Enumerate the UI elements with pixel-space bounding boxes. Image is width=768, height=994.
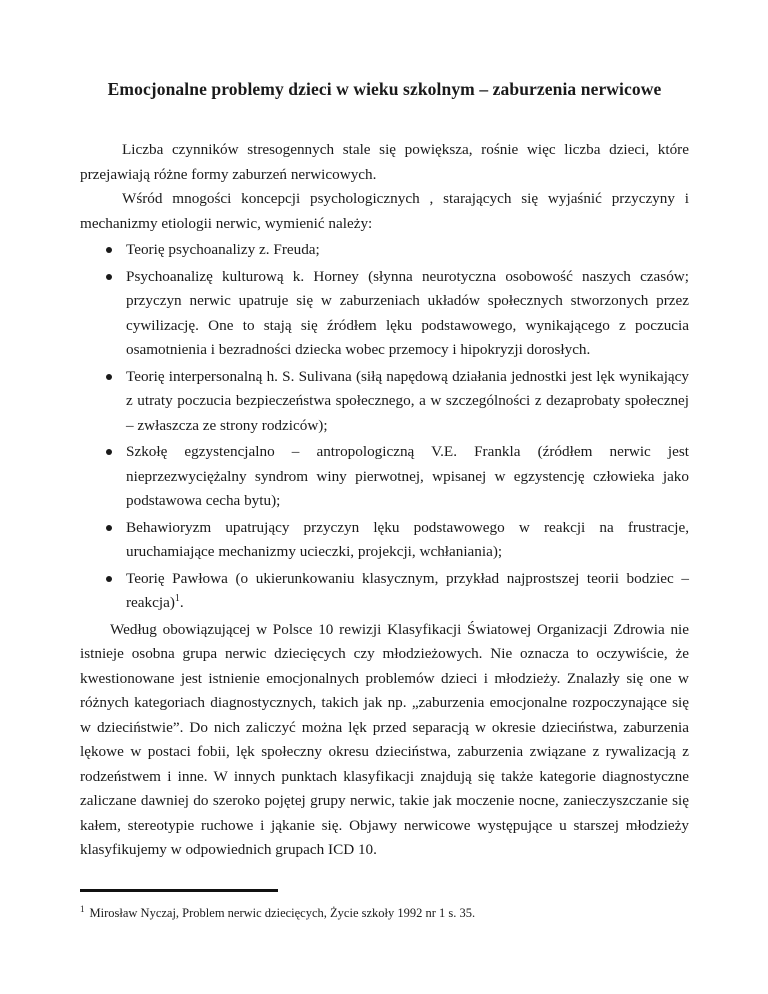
bullet-text: Teorię interpersonalną h. S. Sulivana (siłą napędową działania jednostki jest lęk wynikający z utraty poczucia bezpieczeństwa społecznego, a w szczególności z dezaprobaty społecznej – zwłaszcza ze strony rodziców); [126,367,689,434]
document-title: Emocjonalne problemy dzieci w wieku szkolnym – zaburzenia nerwicowe [107,79,662,99]
bullet-text: Teorię psychoanalizy z. Freuda; [126,241,320,258]
bullet-text-after: . [179,594,184,611]
bullet-text: Psychoanalizę kulturową k. Horney (słynna neurotyczna osobowość naszych czasów; przyczyn nerwic upatruje się w zaburzeniach układów społecznych stworzonych przez cywilizację. One to stają się źródłem lęku podstawowego, wynikającego z poczucia osamotnienia i bezradności dziecka wobec przemocy i hipokryzji dorosłych. [126,267,689,358]
paragraph-closing: Według obowiązującej w Polsce 10 rewizji Klasyfikacji Światowej Organizacji Zdrowia nie istnieje osobna grupa nerwic dziecięcych czy młodzieżowych. Nie oznacza to oczywiście, że kwestionowane jest istnienie emocjonalnych problemów dzieci i młodzieży. Znalazły się one w różnych kategoriach diagnostycznych, takich jak np. „zaburzenia emocjonalne rozpoczynające się w dzieciństwie”. Do nich zaliczyć można lęk przed separacją w okresie dzieciństwa, zaburzenia lękowe w postaci fobii, lęk społeczny okresu dzieciństwa, zaburzenia związane z rywalizacją z rodzeństwem i inne. W innych punktach klasyfikacji znajdują się także kategorie diagnostyczne zaliczane dawniej do szeroko pojętej grupy nerwic, takie jak moczenie nocne, zanieczyszczanie się kałem, stereotypie ruchowe i jąkanie się. Objawy nerwicowe występujące u starszej młodzieży klasyfikujemy w odpowiednich grupach ICD 10. [80,620,689,858]
footnote [80,901,689,922]
footnote-marker: 1 [80,903,85,914]
bullet-icon [106,525,112,531]
bullet-icon [106,576,112,582]
bullet-item-horney [80,265,689,363]
bullet-item-pavlov [80,567,689,616]
document-body [80,138,689,863]
bullet-icon [106,374,112,380]
paragraph-intro-1: Liczba czynników stresogennych stale się powiększa, rośnie więc liczba dzieci, które przejawiają różne formy zaburzeń nerwicowych. [80,141,689,183]
theory-bullet-list [80,238,689,616]
bullet-text: Szkołę egzystencjalno – antropologiczną V.E. Frankla (źródłem nerwic jest nieprzezwyciężalny syndrom winy pierwotnej, wpisanej w egzystencję człowieka jako podstawowa cecha bytu); [126,443,689,509]
bullet-item-frankl [80,440,689,514]
bullet-item-freud [80,238,689,263]
paragraph-intro-2: Wśród mnogości koncepcji psychologicznych , starających się wyjaśnić przyczyny i mechanizmy etiologii nerwic, wymienić należy: [80,190,689,232]
bullet-icon [106,449,112,455]
bullet-item-sullivan [80,365,689,439]
footnote-text: Mirosław Nyczaj, Problem nerwic dziecięcych, Życie szkoły 1992 nr 1 s. 35. [89,906,476,920]
footnote-area [80,889,689,994]
bullet-text: Teorię Pawłowa (o ukierunkowaniu klasycznym, przykład najprostszej teorii bodziec – reakcja) [126,569,689,611]
footnote-separator [80,889,278,892]
bullet-icon [106,274,112,280]
footnote-reference: 1 [174,592,180,604]
bullet-icon [106,247,112,253]
bullet-text: Behawioryzm upatrujący przyczyn lęku podstawowego w reakcji na frustracje, uruchamiające mechanizmy ucieczki, projekcji, wchłaniania); [126,518,689,560]
bullet-item-behaviorism [80,516,689,565]
